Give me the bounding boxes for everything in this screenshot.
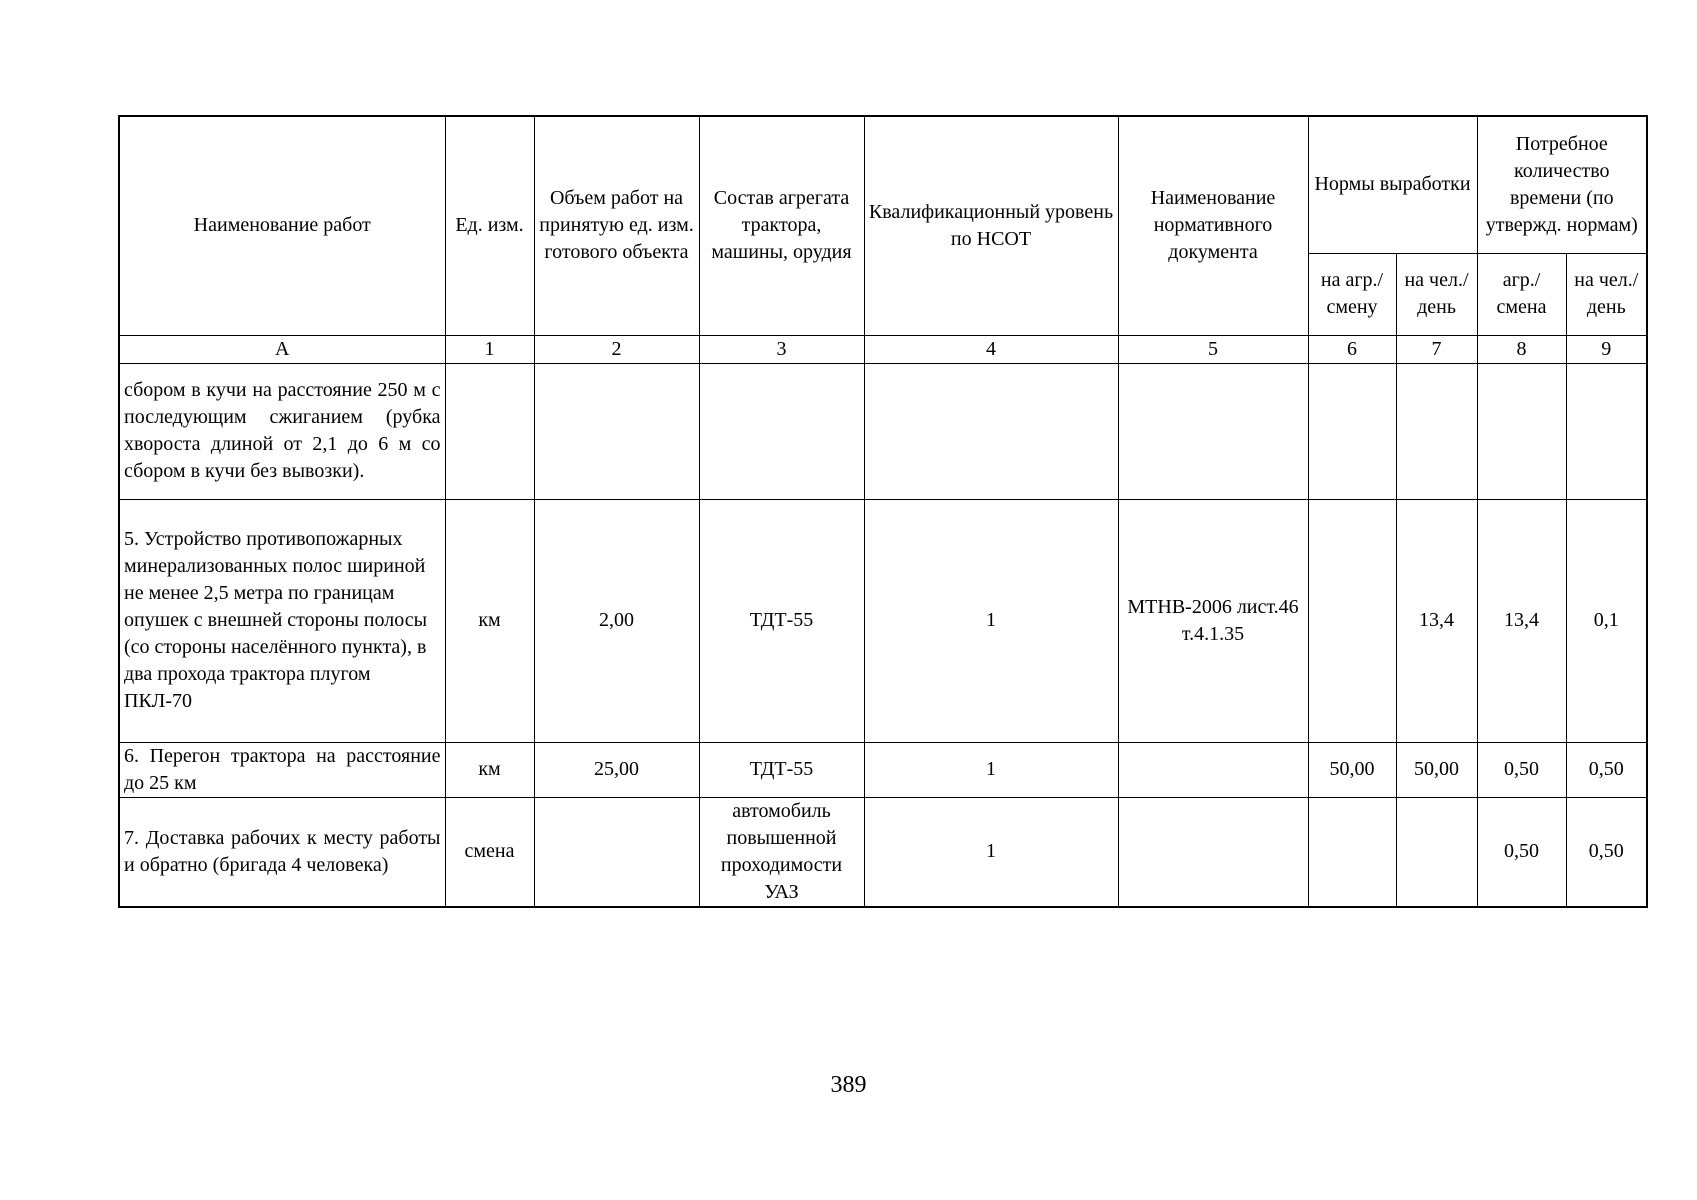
- composition-cell: [699, 363, 864, 499]
- time-agr-cell: 13,4: [1477, 499, 1566, 742]
- work-name-cell: 7. Доставка рабочих к месту работы и обратно (бригада 4 человека): [119, 797, 445, 907]
- norm-agr-cell: [1308, 499, 1396, 742]
- header-row-top: [119, 116, 1647, 253]
- unit-cell: км: [445, 742, 534, 797]
- norm-agr-cell: [1308, 363, 1396, 499]
- norm-chel-cell: [1396, 363, 1477, 499]
- index-cell: 2: [534, 335, 699, 363]
- index-cell: 1: [445, 335, 534, 363]
- header-volume: Объем работ на принятую ед. изм. готового объекта: [534, 116, 699, 335]
- time-agr-cell: [1477, 363, 1566, 499]
- table-row: [119, 363, 1647, 499]
- header-time-agr: агр./ смена: [1477, 253, 1566, 335]
- index-cell: А: [119, 335, 445, 363]
- header-norm-agr: на агр./ смену: [1308, 253, 1396, 335]
- document-cell: [1118, 363, 1308, 499]
- header-name: Наименование работ: [119, 116, 445, 335]
- qualification-cell: 1: [864, 742, 1118, 797]
- volume-cell: [534, 363, 699, 499]
- unit-cell: км: [445, 499, 534, 742]
- work-name-cell: 5. Устройство противопожарных минерализованных полос шириной не менее 2,5 метра по границам опушек с внешней стороны полосы (со стороны населённого пункта), в два прохода трактора плугом ПКЛ-70: [119, 499, 445, 742]
- composition-cell: ТДТ-55: [699, 499, 864, 742]
- qualification-cell: 1: [864, 797, 1118, 907]
- unit-cell: [445, 363, 534, 499]
- works-table: [118, 115, 1648, 908]
- norm-chel-cell: [1396, 797, 1477, 907]
- time-agr-cell: 0,50: [1477, 797, 1566, 907]
- index-cell: 5: [1118, 335, 1308, 363]
- index-cell: 6: [1308, 335, 1396, 363]
- column-index-row: [119, 335, 1647, 363]
- work-name-cell: 6. Перегон трактора на расстояние до 25 км: [119, 742, 445, 797]
- unit-cell: смена: [445, 797, 534, 907]
- time-chel-cell: [1566, 363, 1647, 499]
- header-document: Наименование нормативного документа: [1118, 116, 1308, 335]
- header-norms: Нормы выработки: [1308, 116, 1477, 253]
- header-norm-chel: на чел./ день: [1396, 253, 1477, 335]
- index-cell: 7: [1396, 335, 1477, 363]
- index-cell: 3: [699, 335, 864, 363]
- time-chel-cell: 0,50: [1566, 797, 1647, 907]
- composition-cell: ТДТ-55: [699, 742, 864, 797]
- volume-cell: [534, 797, 699, 907]
- index-cell: 4: [864, 335, 1118, 363]
- qualification-cell: [864, 363, 1118, 499]
- work-name-cell: сбором в кучи на расстояние 250 м с последующим сжиганием (рубка хвороста длиной от 2,1 до 6 м со сбором в кучи без вывозки).: [119, 363, 445, 499]
- index-cell: 8: [1477, 335, 1566, 363]
- time-agr-cell: 0,50: [1477, 742, 1566, 797]
- time-chel-cell: 0,1: [1566, 499, 1647, 742]
- table-row: [119, 499, 1647, 742]
- table-row: [119, 742, 1647, 797]
- norm-agr-cell: [1308, 797, 1396, 907]
- header-time: Потребное количество времени (по утвержд. нормам): [1477, 116, 1647, 253]
- norm-agr-cell: 50,00: [1308, 742, 1396, 797]
- page-number: 389: [830, 1072, 867, 1098]
- volume-cell: 25,00: [534, 742, 699, 797]
- header-unit: Ед. изм.: [445, 116, 534, 335]
- header-time-chel: на чел./ день: [1566, 253, 1647, 335]
- composition-cell: автомобиль повышенной проходимости УАЗ: [699, 797, 864, 907]
- table-row: [119, 797, 1647, 907]
- norm-chel-cell: 13,4: [1396, 499, 1477, 742]
- header-composition: Состав агрегата трактора, машины, орудия: [699, 116, 864, 335]
- document-cell: [1118, 742, 1308, 797]
- document-cell: [1118, 797, 1308, 907]
- document-cell: МТНВ-2006 лист.46 т.4.1.35: [1118, 499, 1308, 742]
- index-cell: 9: [1566, 335, 1647, 363]
- norm-chel-cell: 50,00: [1396, 742, 1477, 797]
- time-chel-cell: 0,50: [1566, 742, 1647, 797]
- qualification-cell: 1: [864, 499, 1118, 742]
- header-qualification: Квалификационный уровень по НСОТ: [864, 116, 1118, 335]
- volume-cell: 2,00: [534, 499, 699, 742]
